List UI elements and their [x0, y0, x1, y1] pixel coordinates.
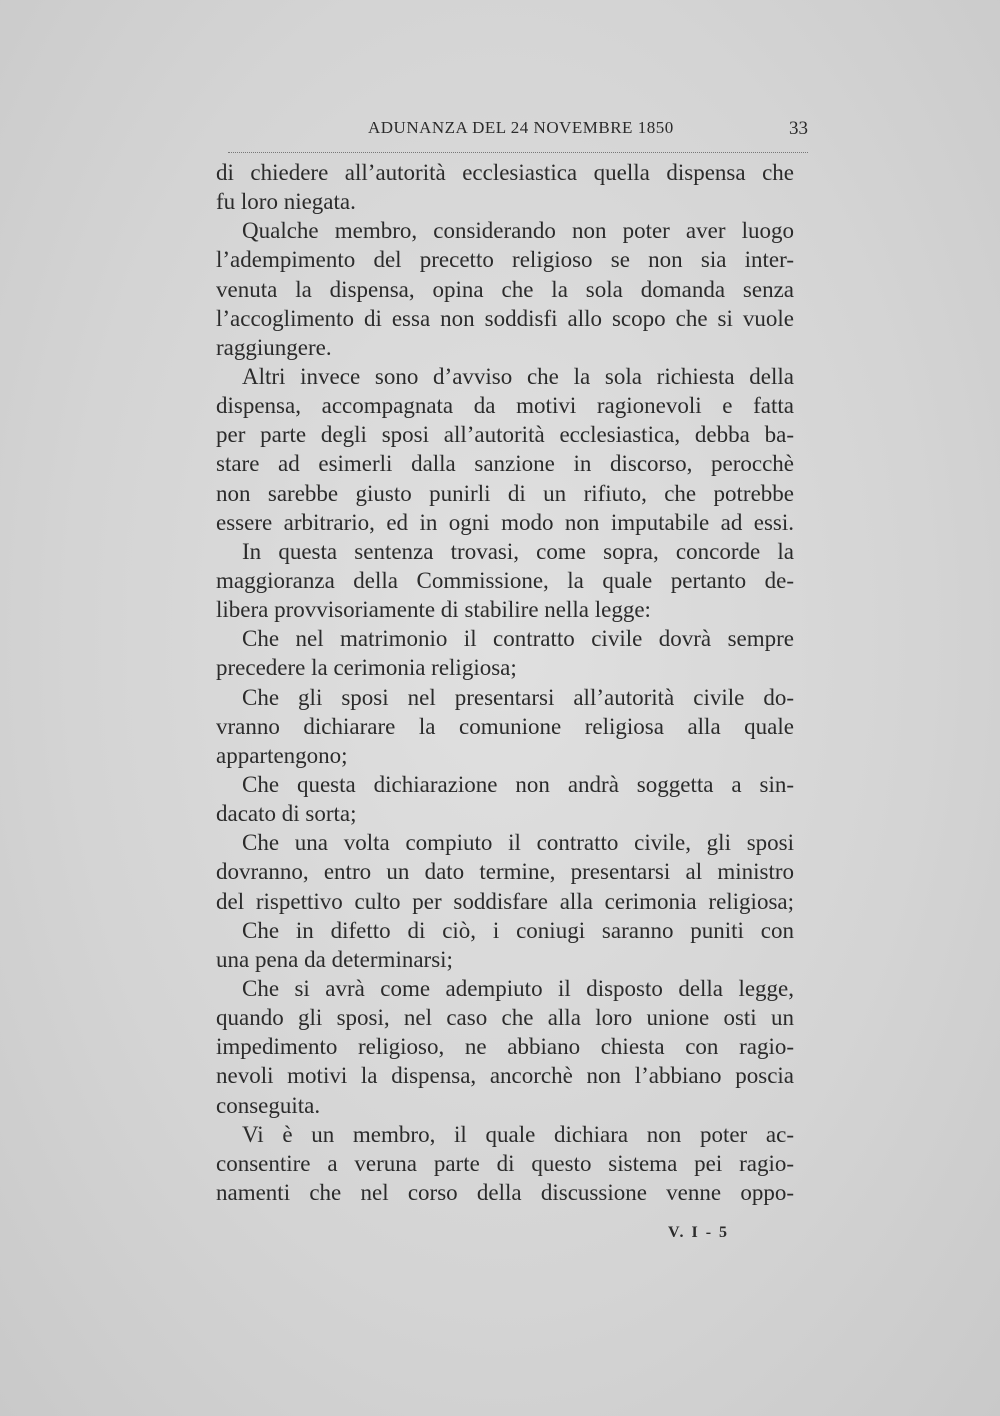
text-line: essere arbitrario, ed in ogni modo non imputabile ad essi.: [216, 509, 794, 535]
text-line: venuta la dispensa, opina che la sola domanda senza: [216, 276, 794, 302]
page-header: [228, 118, 808, 153]
text-line: Qualche membro, considerando non poter aver luogo: [242, 218, 794, 244]
text-line: di chiedere all’autorità ecclesiastica quella dispensa che: [216, 160, 794, 185]
text-line: conseguita.: [216, 1092, 321, 1118]
text-line: quando gli sposi, nel caso che alla loro unione osti un: [216, 1005, 794, 1031]
text-line: una pena da determinarsi;: [216, 946, 453, 972]
text-line: fu loro niegata.: [216, 189, 356, 215]
text-line: namenti che nel corso della discussione venne oppo-: [216, 1179, 794, 1205]
text-line: Che si avrà come adempiuto il disposto della legge,: [242, 975, 794, 1001]
text-line: maggioranza della Commissione, la quale pertanto de-: [216, 567, 794, 593]
text-line: appartengono;: [216, 742, 348, 768]
text-line: Altri invece sono d’avviso che la sola richiesta della: [242, 363, 794, 389]
signature-mark: V. I - 5: [668, 1224, 730, 1241]
text-line: Che questa dichiarazione non andrà soggetta a sin-: [242, 771, 794, 797]
text-line: raggiungere.: [216, 334, 332, 360]
text-line: non sarebbe giusto punirli di un rifiuto, che potrebbe: [216, 480, 794, 506]
text-line: Vi è un membro, il quale dichiara non poter ac-: [242, 1121, 794, 1147]
text-line: consentire a veruna parte di questo sistema pei ragio-: [216, 1150, 794, 1176]
text-line: Che in difetto di ciò, i coniugi saranno puniti con: [242, 917, 794, 943]
text-line: del rispettivo culto per soddisfare alla cerimonia religiosa;: [216, 888, 794, 914]
text-line: dispensa, accompagnata da motivi ragionevoli e fatta: [216, 393, 794, 419]
text-line: In questa sentenza trovasi, come sopra, concorde la: [242, 538, 794, 564]
text-line: Che gli sposi nel presentarsi all’autorità civile do-: [242, 684, 794, 710]
text-line: l’adempimento del precetto religioso se non sia inter-: [216, 247, 794, 273]
text-line: dovranno, entro un dato termine, presentarsi al ministro: [216, 859, 794, 885]
text-line: stare ad esimerli dalla sanzione in discorso, perocchè: [216, 451, 794, 477]
text-line: nevoli motivi la dispensa, ancorchè non l’abbiano poscia: [216, 1063, 794, 1089]
text-line: per parte degli sposi all’autorità ecclesiastica, debba ba-: [216, 422, 794, 448]
text-line: Che nel matrimonio il contratto civile dovrà sempre: [242, 626, 794, 652]
text-line: dacato di sorta;: [216, 801, 357, 827]
text-line: precedere la cerimonia religiosa;: [216, 655, 517, 681]
body-text: [216, 158, 794, 1207]
page-number: 33: [789, 118, 808, 139]
text-line: vranno dichiarare la comunione religiosa alla quale: [216, 713, 794, 739]
text-line: Che una volta compiuto il contratto civile, gli sposi: [242, 830, 794, 856]
running-head: ADUNANZA DEL 24 NOVEMBRE 1850: [368, 118, 674, 137]
text-line: impedimento religioso, ne abbiano chiesta con ragio-: [216, 1034, 794, 1060]
text-line: l’accoglimento di essa non soddisfi allo scopo che si vuole: [216, 305, 794, 331]
text-line: libera provvisoriamente di stabilire nella legge:: [216, 597, 651, 623]
